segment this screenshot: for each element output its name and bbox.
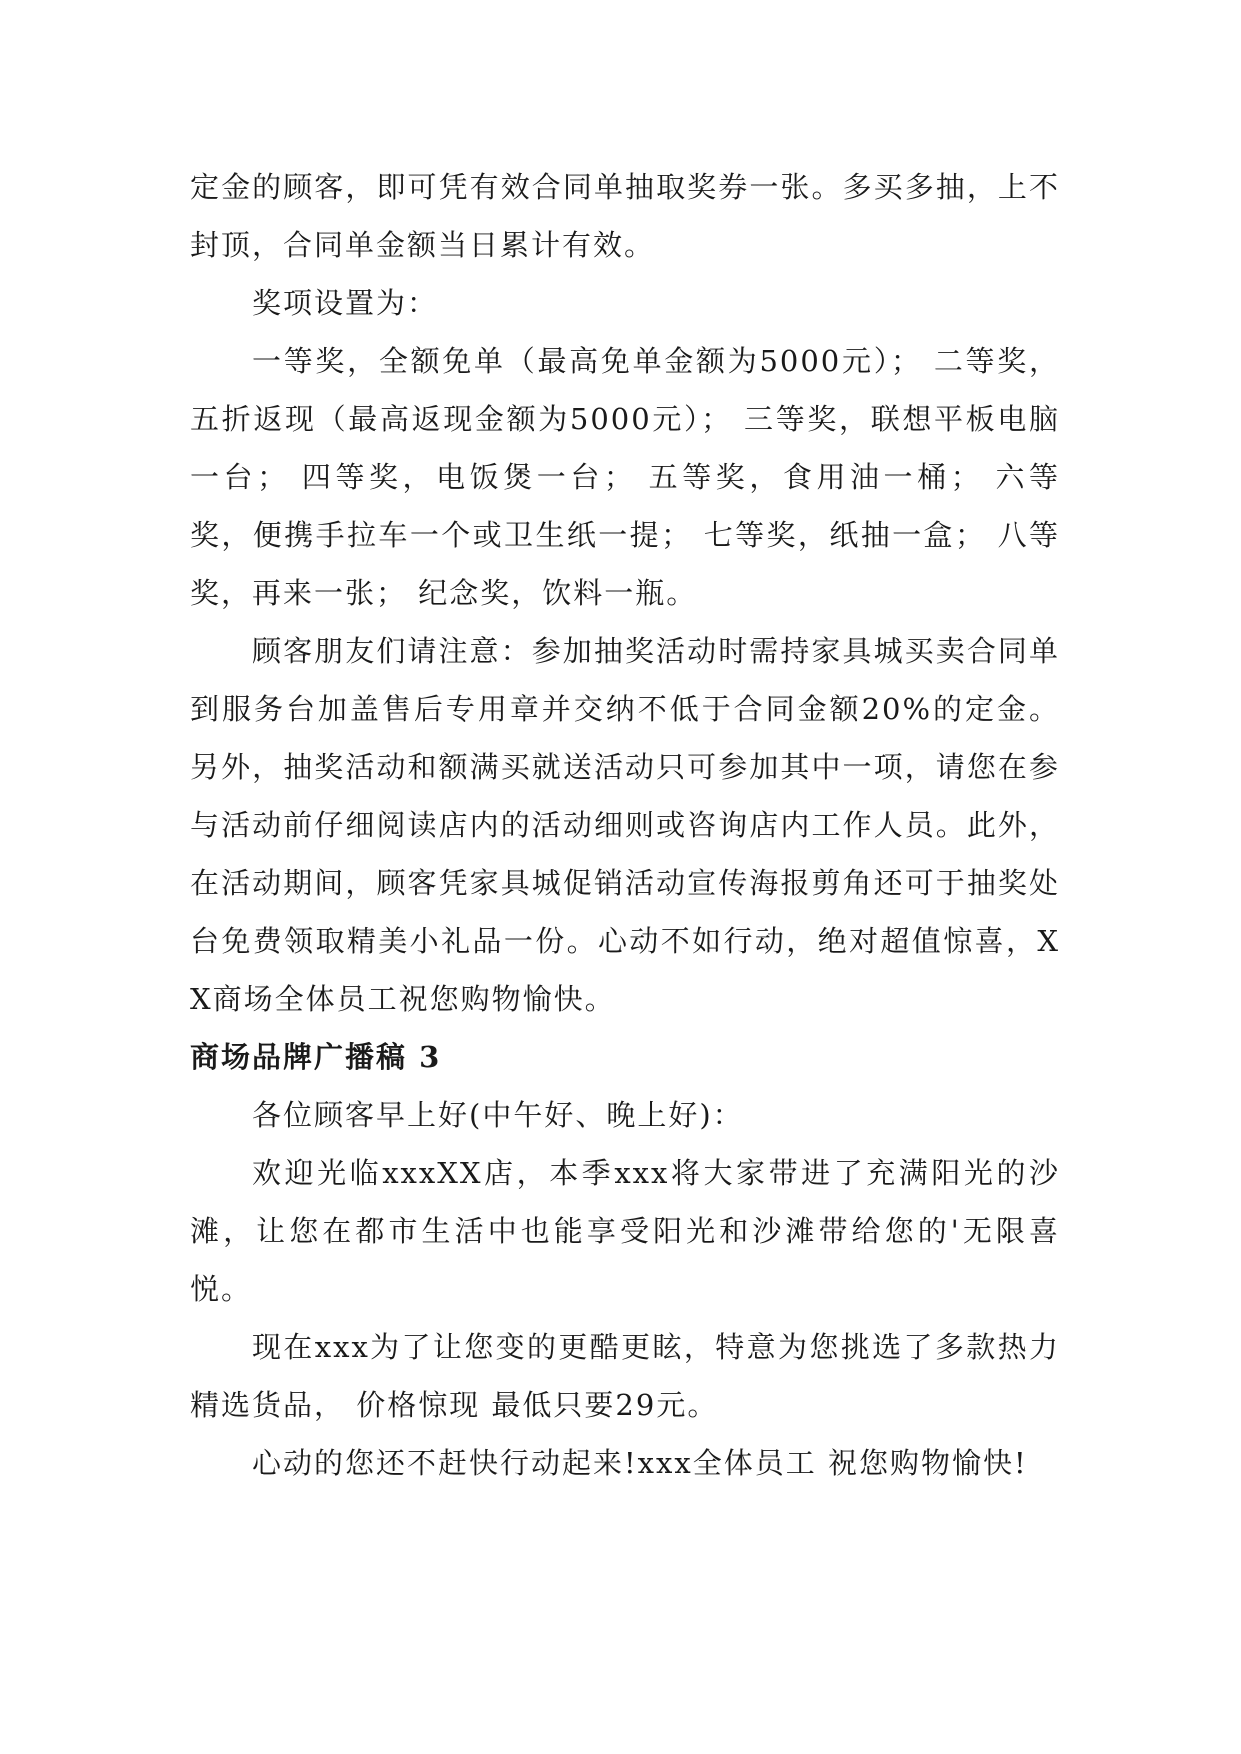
- section-heading: 商场品牌广播稿 3: [190, 1040, 442, 1074]
- paragraph-customer-notice: 顾客朋友们请注意：参加抽奖活动时需持家具城买卖合同单到服务台加盖售后专用章并交纳不低于合同金额20%的定金。另外，抽奖活动和额满买就送活动只可参加其中一项，请您在参与活动前仔细阅读店内的活动细则或咨询店内工作人员。此外，在活动期间，顾客凭家具城促销活动宣传海报剪角还可于抽奖处台免费领取精美小礼品一份。心动不如行动，绝对超值惊喜，XX商场全体员工祝您购物愉快。: [190, 634, 1060, 1016]
- paragraph-deposit-lottery: 定金的顾客，即可凭有效合同单抽取奖券一张。多买多抽，上不封顶，合同单金额当日累计有效。: [190, 170, 1060, 262]
- document-body: [190, 158, 1060, 1492]
- paragraph-prize-setup-intro: 奖项设置为：: [252, 286, 439, 320]
- paragraph-closing: 心动的您还不赶快行动起来!xxx全体员工 祝您购物愉快!: [252, 1446, 1028, 1480]
- paragraph-greeting: 各位顾客早上好(中午好、晚上好)：: [252, 1098, 744, 1132]
- paragraph-welcome: 欢迎光临xxxXX店，本季xxx将大家带进了充满阳光的沙滩，让您在都市生活中也能享受阳光和沙滩带给您的'无限喜悦。: [190, 1156, 1060, 1306]
- paragraph-promotion: 现在xxx为了让您变的更酷更眩，特意为您挑选了多款热力精选货品， 价格惊现 最低只要29元。: [190, 1330, 1060, 1422]
- paragraph-prize-list: 一等奖，全额免单（最高免单金额为5000元）； 二等奖，五折返现（最高返现金额为5000元）； 三等奖，联想平板电脑一台； 四等奖，电饭煲一台； 五等奖，食用油一桶； 六等奖，便携手拉车一个或卫生纸一提； 七等奖，纸抽一盒； 八等奖，再来一张； 纪念奖，饮料一瓶。: [190, 344, 1060, 610]
